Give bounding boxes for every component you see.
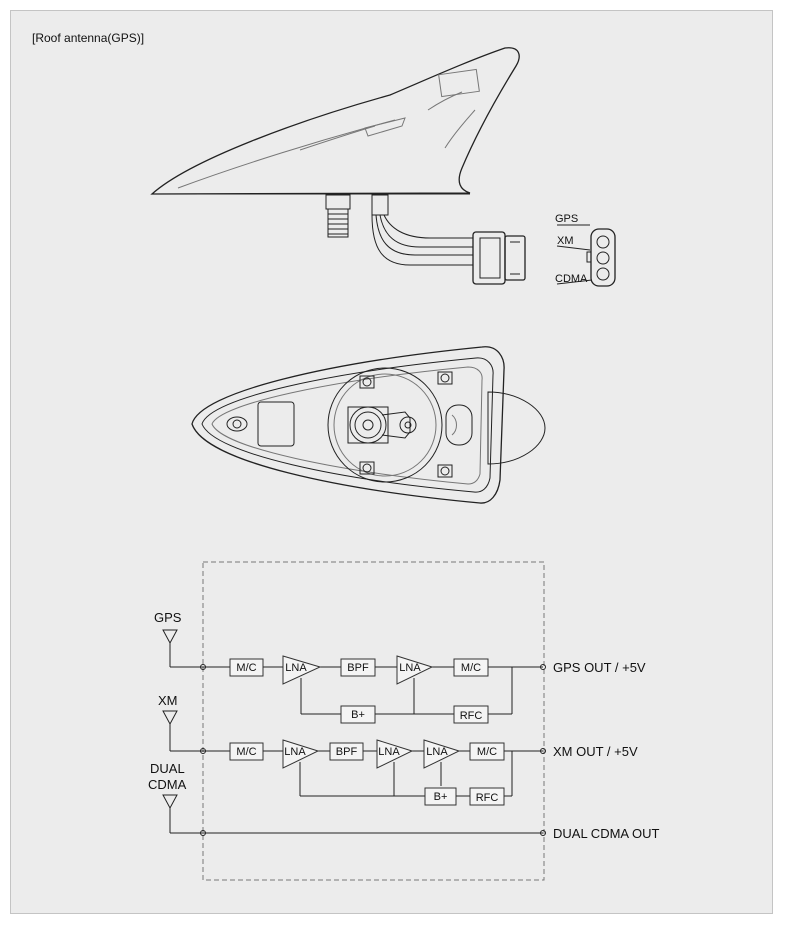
gps-bplus-label: B+ <box>351 709 365 721</box>
output-label-gps: GPS OUT / +5V <box>553 660 646 675</box>
input-label-xm: XM <box>158 693 178 708</box>
gps-mc-2-label: M/C <box>460 662 482 674</box>
xm-lna-3-label: LNA <box>426 746 448 758</box>
xm-rfc-label: RFC <box>475 792 499 804</box>
antenna-side-view <box>152 48 525 284</box>
input-label-cdma-line1: DUAL <box>150 761 185 776</box>
xm-mc-1-label: M/C <box>236 746 257 758</box>
gps-rfc-label: RFC <box>459 710 483 722</box>
pin-label-cdma: CDMA <box>555 273 588 285</box>
gps-lna-2-label: LNA <box>399 662 421 674</box>
pin-label-xm: XM <box>557 235 574 247</box>
output-label-cdma: DUAL CDMA OUT <box>553 826 660 841</box>
gps-antenna-icon <box>163 630 177 643</box>
pin-label-gps: GPS <box>555 213 579 225</box>
page-title: [Roof antenna(GPS)] <box>32 31 145 45</box>
xm-lna-2-label: LNA <box>378 746 400 758</box>
input-label-gps: GPS <box>154 610 182 625</box>
gps-bpf-label: BPF <box>347 662 369 674</box>
xm-antenna-icon <box>163 711 177 724</box>
schematic-diagram <box>163 562 546 880</box>
xm-bpf-label: BPF <box>335 746 358 758</box>
input-label-cdma-line2: CDMA <box>148 777 187 792</box>
cdma-antenna-icon <box>163 795 177 808</box>
xm-bplus-label: B+ <box>433 791 448 803</box>
output-label-xm: XM OUT / +5V <box>553 744 638 759</box>
gps-mc-1-label: M/C <box>236 662 257 674</box>
antenna-bottom-view <box>192 347 545 503</box>
gps-lna-1-label: LNA <box>285 662 307 674</box>
xm-mc-2-label: M/C <box>476 746 498 758</box>
xm-lna-1-label: LNA <box>284 746 306 758</box>
